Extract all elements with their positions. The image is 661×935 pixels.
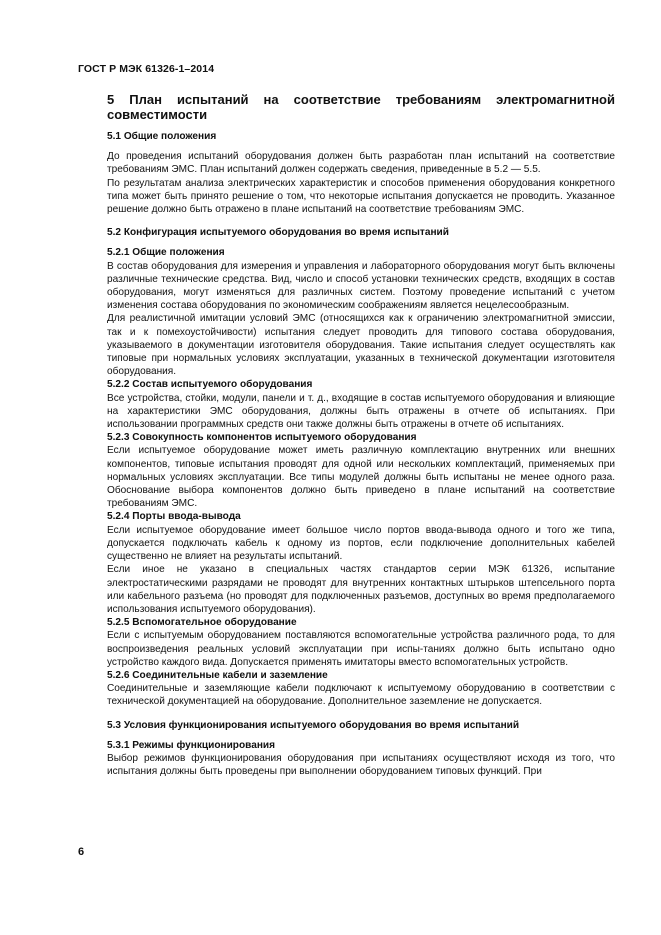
page-number: 6 — [78, 846, 85, 858]
heading-5-2-5: 5.2.5 Вспомогательное оборудование — [107, 617, 297, 629]
paragraph: По результатам анализа электрических характеристик и способов применения оборудования конкретного типа может быть принято решение о том, что некоторые испытания допускается не проводить. Указанное решение должно быть отражено в плане испытаний на соответствие требованиям ЭМС. — [107, 177, 615, 216]
paragraph: Соединительные и заземляющие кабели подключают к испытуемому оборудованию в соответствии с технической документацией на оборудование. Дополнительное заземление не допускается. — [107, 683, 615, 708]
paragraph: Для реалистичной имитации условий ЭМС (относящихся как к ограничению электромагнитной эмиссии, так и к помехоустойчивости) испытания следует проводить для типового состава оборудования, указываемого в документации изготовителя оборудования. Такие испытания следует осуществлять как типовые при нормальных условиях эксплуатации, указанных в технической документации изготовителя оборудования. — [107, 313, 615, 378]
running-header: ГОСТ Р МЭК 61326-1–2014 — [78, 63, 215, 75]
heading-5-2: 5.2 Конфигурация испытуемого оборудования во время испытаний — [107, 227, 449, 239]
paragraph: Все устройства, стойки, модули, панели и т. д., входящие в состав испытуемого оборудования и влияющие на характеристики ЭМС оборудования, должны быть отражены в отчете об испытаниях. При использовании программных средств они также должны быть отражены в отчете об испытаниях. — [107, 392, 615, 431]
heading-5-1: 5.1 Общие положения — [107, 131, 217, 142]
heading-5-2-6: 5.2.6 Соединительные кабели и заземление — [107, 669, 328, 681]
heading-5-3: 5.3 Условия функционирования испытуемого оборудования во время испытаний — [107, 719, 520, 731]
heading-5-2-3: 5.2.3 Совокупность компонентов испытуемого оборудования — [107, 432, 417, 444]
paragraph: Если испытуемое оборудование может иметь различную комплектацию внутренних или внешних компонентов, типовые испытания проводят для одной или нескольких комплектаций, применяемых при нормальных условиях эксплуатации. Все типы модулей должны быть испытаны не менее одного раза. Обоснование выбора компонентов должно быть приведено в плане испытаний на соответствие требованиям ЭМС. — [107, 445, 615, 510]
page-body — [107, 130, 615, 778]
paragraph: В состав оборудования для измерения и управления и лабораторного оборудования могут быть включены различные технические средства. Вид, число и способ установки технических средств, входящих в состав оборудования, могут изменяться для различных систем. Поэтому проведение испытаний с учетом изменения состава оборудования по экономическим соображениям является нецелесообразным. — [107, 260, 615, 312]
paragraph: Если испытуемое оборудование имеет большое число портов ввода-вывода одного и того же типа, допускается подключать кабель к одному из портов, если подключение дополнительных кабелей существенно не влияет на результаты испытаний. — [107, 524, 615, 563]
paragraph: Если с испытуемым оборудованием поставляются вспомогательные устройства различного рода, то для воспроизведения реальных условий эксплуатации при испы-таниях должно быть испытано одно устройство каждого вида. Допускается применять имитаторы вместо вспомогательных устройств. — [107, 630, 615, 668]
heading-5-2-4: 5.2.4 Порты ввода-вывода — [107, 511, 241, 523]
heading-5-2-1: 5.2.1 Общие положения — [107, 247, 225, 259]
paragraph: До проведения испытаний оборудования должен быть разработан план испытаний на соответствие требованиям ЭМС. План испытаний должен содержать сведения, приведенные в 5.2 — 5.5. — [107, 151, 615, 176]
paragraph: Если иное не указано в специальных частях стандартов серии МЭК 61326, испытание электростатическими разрядами не проводят для внутренних контактных штырьков штепсельного порта или кабельного разъема (но проводят для подключенных разъемов, доступных во время предполагаемого использования испытуемого оборудования). — [107, 564, 615, 615]
section-title: 5 План испытаний на соответствие требованиям электромагнитной совместимости — [107, 92, 615, 122]
heading-5-2-2: 5.2.2 Состав испытуемого оборудования — [107, 379, 313, 391]
heading-5-3-1: 5.3.1 Режимы функционирования — [107, 739, 276, 751]
paragraph: Выбор режимов функционирования оборудования при испытаниях осуществляют исходя из того, что испытания должны быть проведены при выполнении оборудованием типовых функций. При — [107, 752, 615, 778]
